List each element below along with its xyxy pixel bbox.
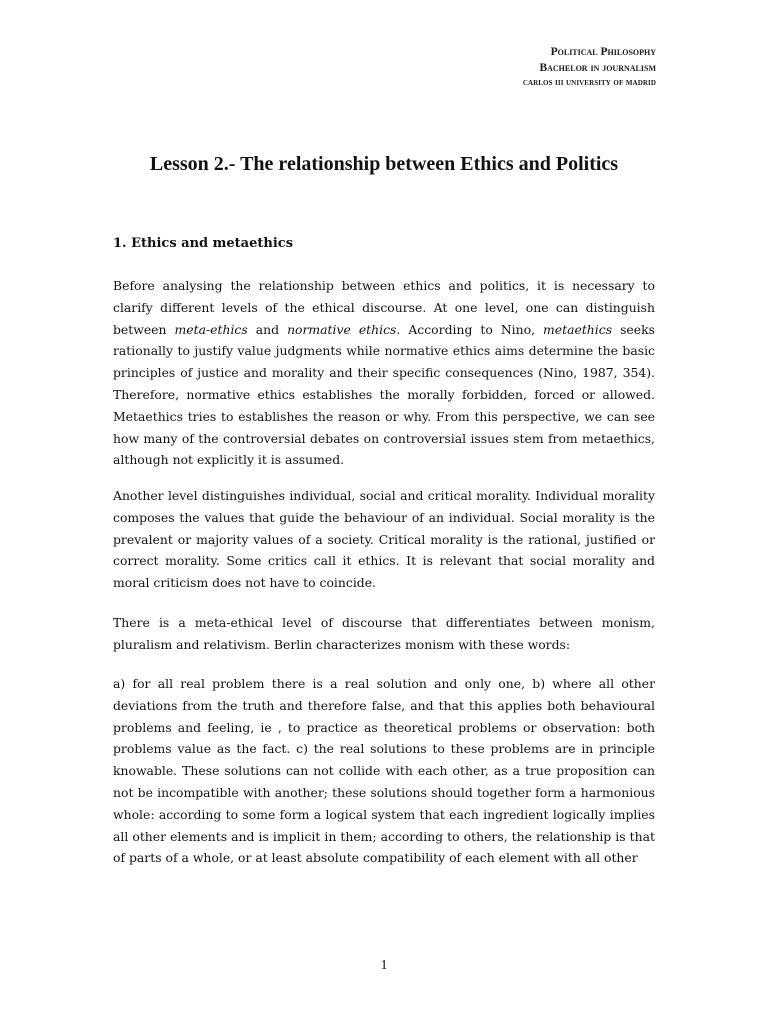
paragraph-2: Another level distinguishes individual, social and critical morality. Individual morality composes the values that guide the behaviour of an individual. Social morality is the prevalent or majority values of a society. Critical morality is the rational, justified or correct morality. Some critics call it ethics. It is relevant that social morality and moral criticism does not have to coincide. [113, 488, 655, 591]
term-normative-ethics: normative ethics [287, 321, 397, 337]
section-heading: 1. Ethics and metaethics [113, 236, 294, 251]
paragraph-1-text-a: Before analysing the relationship between ethics and politics, it is necessary to clarify different levels of the ethical discourse. At one level, one can distinguish between [113, 278, 655, 337]
university-name: carlos iii university of madrid [522, 78, 656, 88]
term-metaethics: metaethics [543, 321, 613, 337]
course-header [523, 44, 656, 90]
course-name: Political Philosophy [550, 46, 656, 58]
paragraph-3: There is a meta-ethical level of discourse that differentiates between monism, pluralism and relativism. Berlin characterizes monism with these words: [113, 615, 655, 652]
paragraph-4: a) for all real problem there is a real solution and only one, b) where all other deviations from the truth and therefore false, and that this applies both behavioural problems and feeling, ie , to practice as theoretical problems or observation: both problems value as the fact. c) the real solutions to these problems are in principle knowable. These solutions can not collide with each other, as a true proposition can not be incompatible with another; these solutions should together form a harmonious whole: according to some form a logical system that each ingredient logically implies all other elements and is implicit in them; according to others, the relationship is that of parts of a whole, or at least absolute compatibility of each element with all other [113, 676, 655, 866]
paragraph-1-text-c: . According to Nino, [396, 321, 544, 337]
paragraph-1 [113, 275, 655, 471]
degree-name: Bachelor in journalism [539, 62, 656, 74]
term-meta-ethics: meta-ethics [174, 321, 248, 337]
paragraph-1-text-b: and [247, 321, 288, 337]
paragraph-1-text-d: seeks rationally to justify value judgments while normative ethics aims determine the basic principles of justice and morality and their specific consequences (Nino, 1987, 354). Therefore, normative ethics establishes the morally forbidden, forced or allowed. Metaethics tries to establishes the reason or why. From this perspective, we can see how many of the controversial debates on controversial issues stem from metaethics, although not explicitly it is assumed. [113, 321, 655, 468]
page-number: 1 [380, 958, 388, 973]
lesson-title: Lesson 2.- The relationship between Ethics and Politics [149, 153, 619, 175]
